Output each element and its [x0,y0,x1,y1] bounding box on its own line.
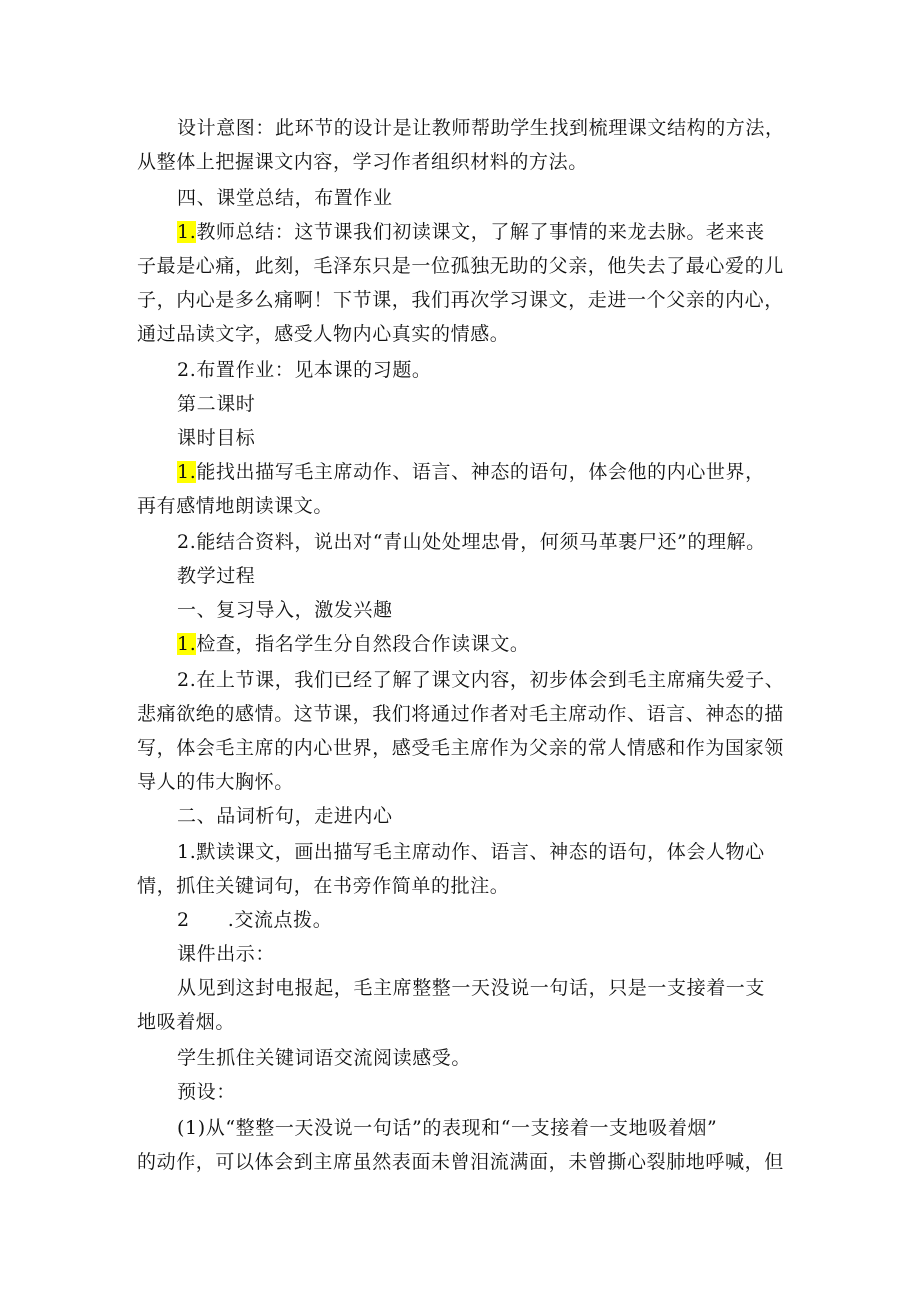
paragraph-silent-reading: 1.默读课文，画出描写毛主席动作、语言、神态的语句，体会人物心 [177,841,765,863]
section-heading-4: 四、课堂总结，布置作业 [177,187,393,209]
paragraph-review-cont: 导人的伟大胸怀。 [137,771,294,793]
paragraph-homework: 2.布置作业：见本课的习题。 [177,359,432,381]
paragraph-preset: 预设： [177,1081,236,1103]
highlighted-number-marker: 1. [177,633,197,655]
paragraph-goal-1: 1.能找出描写毛主席动作、语言、神态的语句，体会他的内心世界， [177,461,765,483]
section-heading-2: 二、品词析句，走进内心 [177,805,393,827]
paragraph-review-cont: 悲痛欲绝的感情。这节课，我们将通过作者对毛主席动作、语言、神态的描 [137,703,784,725]
paragraph-design-intent: 设计意图：此环节的设计是让教师帮助学生找到梳理课文结构的方法， [177,117,785,139]
paragraph-analysis-1: (1)从“整整一天没说一句话”的表现和“一支接着一支地吸着烟” [177,1117,718,1139]
highlighted-number-marker: 1. [177,461,197,483]
paragraph-design-intent-cont: 从整体上把握课文内容，学习作者组织材料的方法。 [137,151,588,173]
paragraph-quote-cont: 地吸着烟。 [137,1011,236,1033]
paragraph-check: 1.检查，指名学生分自然段合作读课文。 [177,633,530,655]
highlighted-number-marker: 1. [177,221,197,243]
paragraph-student-feedback: 学生抓住关键词语交流阅读感受。 [177,1047,472,1069]
paragraph-goal-1-cont: 再有感情地朗读课文。 [137,495,334,517]
heading-teaching-process: 教学过程 [177,565,256,587]
paragraph-review-cont: 写，体会毛主席的内心世界，感受毛主席作为父亲的常人情感和作为国家领 [137,737,784,759]
heading-second-lesson: 第二课时 [177,393,256,415]
heading-lesson-goals: 课时目标 [177,427,256,449]
paragraph-teacher-summary-cont: 子最是心痛，此刻，毛泽东只是一位孤独无助的父亲，他失去了最心爱的儿 [137,255,784,277]
paragraph-goal-2: 2.能结合资料，说出对“青山处处埋忠骨，何须马革裹尸还”的理解。 [177,531,766,553]
paragraph-teacher-summary-cont: 通过品读文字，感受人物内心真实的情感。 [137,323,510,345]
paragraph-analysis-1-cont: 的动作，可以体会到主席虽然表面未曾泪流满面，未曾撕心裂肺地呼喊，但 [137,1151,784,1173]
paragraph-silent-reading-cont: 情，抓住关键词句，在书旁作简单的批注。 [137,875,510,897]
paragraph-teacher-summary-cont: 子，内心是多么痛啊！下节课，我们再次学习课文，走进一个父亲的内心， [137,289,784,311]
paragraph-review: 2.在上节课，我们已经了解了课文内容，初步体会到毛主席痛失爱子、 [177,669,785,691]
paragraph-teacher-summary: 1.教师总结：这节课我们初读课文，了解了事情的来龙去脉。老来丧 [177,221,765,243]
paragraph-courseware: 课件出示： [177,943,276,965]
section-heading-1: 一、复习导入，激发兴趣 [177,599,393,621]
paragraph-discussion: 2 .交流点拨。 [177,909,333,931]
paragraph-quote: 从见到这封电报起，毛主席整整一天没说一句话，只是一支接着一支 [177,977,766,999]
